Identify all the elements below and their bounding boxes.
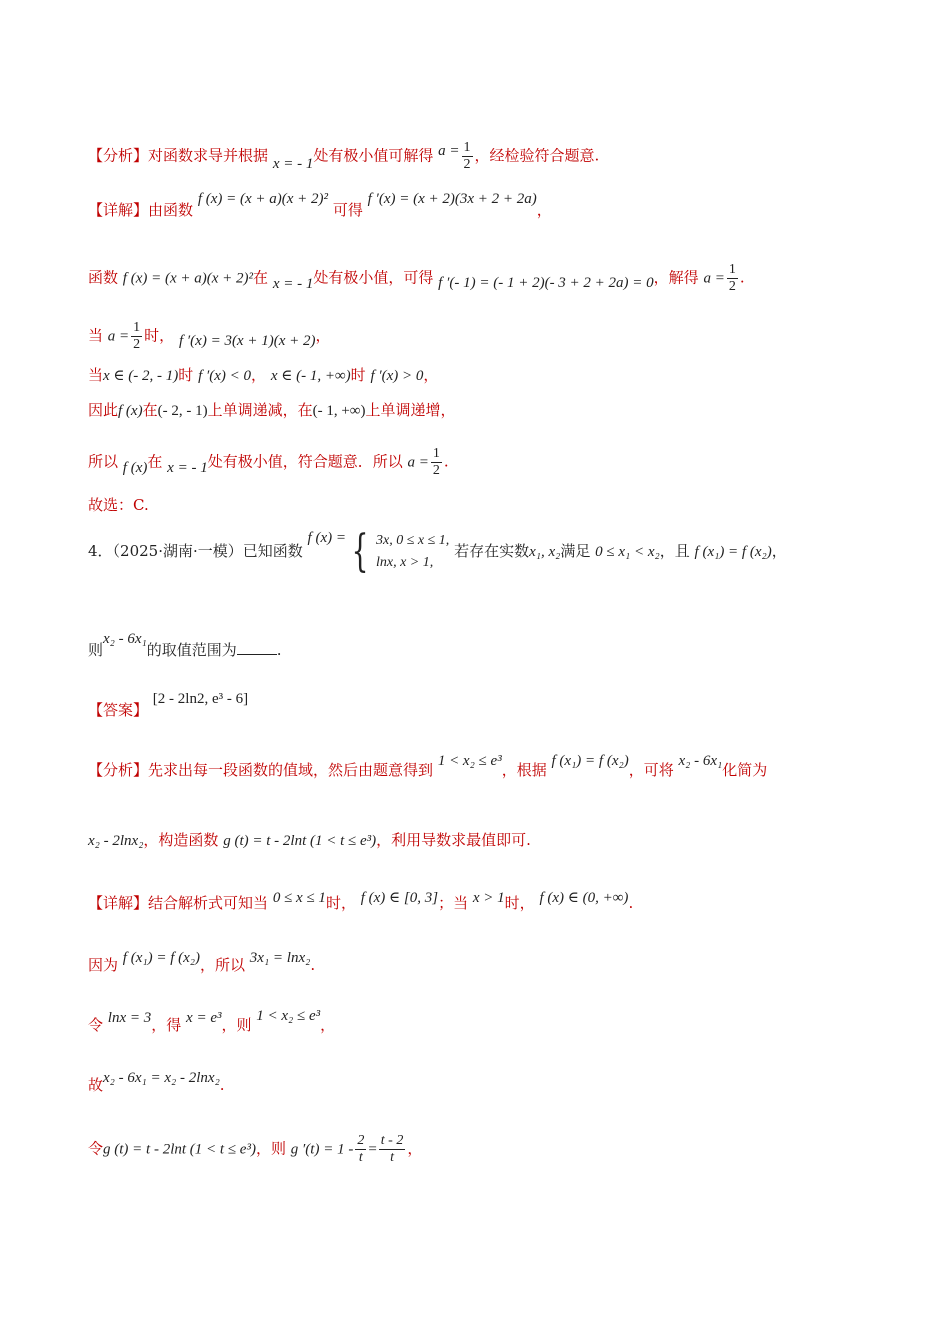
text: 上单调递减，在 xyxy=(207,401,313,419)
fraction-t-minus-2-over-t xyxy=(379,1133,406,1166)
text: . xyxy=(443,452,449,471)
answer-value: [2 - 2ln2, e³ - 6] xyxy=(152,691,249,707)
math-function: f (x) = (x + a)(x + 2)² xyxy=(197,191,329,207)
solution-line-4 xyxy=(88,365,438,386)
text: ， xyxy=(315,326,331,345)
math-function: f (x) xyxy=(122,459,148,476)
text: 上单调递增， xyxy=(365,401,456,419)
math-a: a = xyxy=(407,454,429,471)
math-inequality: 1 < x₂ ≤ e³ xyxy=(256,1008,321,1024)
math-inequality: 0 ≤ x₁ < x₂ xyxy=(595,544,660,560)
text: 处有极小值，可得 xyxy=(313,268,434,287)
frac-den: t xyxy=(358,1150,363,1165)
math-inequality: f ′(x) > 0 xyxy=(370,368,424,384)
frac-num: 1 xyxy=(432,446,440,461)
math-expression: x₂ - 2lnx₂ xyxy=(88,833,144,849)
math-a: a = xyxy=(107,328,130,345)
text: 的取值范围为 xyxy=(146,641,237,659)
answer-line xyxy=(88,691,249,721)
frac-num: 2 xyxy=(357,1133,365,1148)
answer-blank xyxy=(237,640,277,655)
text: 在 xyxy=(147,452,163,471)
text: 化简为 xyxy=(722,761,768,779)
math-expression: x₂ - 6x₁ xyxy=(103,631,147,647)
solution-line-1 xyxy=(88,191,552,221)
math-inequality: 1 < x₂ ≤ e³ xyxy=(437,753,502,769)
solution-tag: 【详解】 xyxy=(88,894,149,912)
math-equation: f (x₁) = f (x₂) xyxy=(694,544,772,560)
math-equation: f ′(- 1) = (- 1 + 2)(- 3 + 2 + 2a) = 0 xyxy=(438,274,654,291)
math-function: g (t) = t - 2lnt (1 < t ≤ e³) xyxy=(103,1141,256,1158)
fraction-one-half xyxy=(727,262,738,295)
math-equation: f (x₁) = f (x₂) xyxy=(122,950,200,966)
text: . xyxy=(219,1076,225,1094)
analysis-tag: 【分析】 xyxy=(88,146,149,165)
text: ，所以 xyxy=(199,956,245,974)
text: ，则 xyxy=(255,1139,286,1158)
text: 时 xyxy=(350,366,366,384)
text: 当 xyxy=(88,326,104,345)
answer-choice: 故选：C. xyxy=(88,496,149,514)
answer-tag: 【答案】 xyxy=(88,701,149,719)
text: . xyxy=(276,641,282,659)
text: ， xyxy=(407,1139,423,1158)
text: ，可将 xyxy=(628,761,674,779)
text: 对函数求导并根据 xyxy=(148,146,269,165)
text: 时， xyxy=(144,326,175,345)
math-condition: x > 1 xyxy=(472,890,505,906)
text: 处有极小值，符合题意．所以 xyxy=(207,452,403,471)
text: . xyxy=(739,268,745,287)
text: ，则 xyxy=(221,1016,252,1034)
analysis-tag: 【分析】 xyxy=(88,761,149,779)
math-derivative: f ′(x) = (x + 2)(3x + 2 + 2a) xyxy=(367,191,537,207)
solution-line-5 xyxy=(88,400,456,421)
text: 则 xyxy=(88,641,104,659)
math-function: f (x) xyxy=(118,403,143,419)
frac-num: t - 2 xyxy=(380,1133,404,1148)
solution-tag: 【详解】 xyxy=(88,201,149,219)
text: 可得 xyxy=(332,201,363,219)
frac-den: 2 xyxy=(133,337,141,352)
question-4 xyxy=(88,526,787,577)
text: 当 xyxy=(88,366,104,384)
text: 由函数 xyxy=(148,201,194,219)
math-equation: lnx = 3 xyxy=(107,1010,152,1026)
math-a: a = xyxy=(703,270,725,287)
solution-line-8 xyxy=(88,950,316,976)
math-interval: x ∈ (- 1, +∞) xyxy=(270,368,351,384)
text: ，得 xyxy=(151,1016,182,1034)
frac-num: 1 xyxy=(133,320,141,335)
text: 处有极小值可解得 xyxy=(313,146,434,165)
equals-sign: = xyxy=(368,1141,377,1158)
math-condition: 0 ≤ x ≤ 1 xyxy=(272,890,326,906)
math-interval: x ∈ (- 2, - 1) xyxy=(103,368,179,384)
text: ，利用导数求最值即可. xyxy=(376,831,531,849)
text: 先求出每一段函数的值域，然后由题意得到 xyxy=(148,761,434,779)
text: 因此 xyxy=(88,401,119,419)
text: ，构造函数 xyxy=(143,831,219,849)
question-number: 4． xyxy=(88,542,113,560)
text: ，根据 xyxy=(501,761,547,779)
solution-line-6 xyxy=(88,446,449,479)
text: ，解得 xyxy=(653,268,699,287)
solution-line-2 xyxy=(88,262,745,295)
analysis-line-3 xyxy=(88,830,531,851)
math-derivative: g ′(t) = 1 - xyxy=(290,1141,354,1158)
solution-line-9 xyxy=(88,1008,336,1036)
text: 在 xyxy=(253,268,269,287)
question-4-cont xyxy=(88,631,282,661)
solution-line-3 xyxy=(88,320,331,353)
math-derivative: f ′(x) = 3(x + 1)(x + 2) xyxy=(178,332,316,349)
text: 时 xyxy=(178,366,194,384)
analysis-line-1 xyxy=(88,140,599,173)
text: 函数 xyxy=(88,268,119,287)
text: 令 xyxy=(88,1139,104,1158)
text: ， xyxy=(320,1016,336,1034)
text: 令 xyxy=(88,1016,104,1034)
math-equation: x = e³ xyxy=(186,1010,222,1026)
frac-den: 2 xyxy=(432,463,440,478)
text: 时， xyxy=(325,894,356,912)
math-function: f (x) = xyxy=(307,530,346,546)
text: 满足 xyxy=(560,542,591,560)
math-equation: x₂ - 6x₁ = x₂ - 2lnx₂ xyxy=(103,1070,220,1086)
text: . xyxy=(310,956,316,974)
math-condition: x = - 1 xyxy=(167,459,208,476)
text: ， xyxy=(771,542,787,560)
solution-line-11 xyxy=(88,1133,422,1166)
math-vars: x₁, x₂ xyxy=(529,544,561,560)
text: 时， xyxy=(504,894,535,912)
text: 若存在实数 xyxy=(454,542,530,560)
math-condition: x = - 1 xyxy=(272,275,314,292)
frac-den: t xyxy=(390,1150,395,1165)
frac-num: 1 xyxy=(463,140,471,155)
solution-line-10 xyxy=(88,1070,225,1096)
case-2: lnx, x > 1, xyxy=(375,555,434,570)
frac-den: 2 xyxy=(728,279,736,294)
solution-line-7 xyxy=(88,890,634,914)
fraction-one-half xyxy=(431,446,442,479)
analysis-line-2 xyxy=(88,753,768,781)
text: 所以 xyxy=(88,452,119,471)
math-equation: 3x₁ = lnx₂ xyxy=(249,950,311,966)
text: . xyxy=(628,894,634,912)
fraction-one-half xyxy=(131,320,142,353)
text: ， xyxy=(251,366,267,384)
math-condition: x = - 1 xyxy=(272,155,314,172)
math-equation: f (x₁) = f (x₂) xyxy=(551,753,629,769)
text: ，经检验符合题意. xyxy=(474,146,600,165)
math-a: a = xyxy=(438,142,460,159)
text: ， xyxy=(536,201,552,219)
math-function: g (t) = t - 2lnt (1 < t ≤ e³) xyxy=(223,833,377,849)
fraction-one-half xyxy=(462,140,473,173)
text: ，且 xyxy=(659,542,690,560)
case-1: 3x, 0 ≤ x ≤ 1, xyxy=(375,533,450,548)
math-function: f (x) = (x + a)(x + 2)² xyxy=(122,270,254,287)
math-range: f (x) ∈ (0, +∞) xyxy=(539,890,629,906)
math-range: f (x) ∈ [0, 3] xyxy=(360,890,439,906)
math-interval: (- 1, +∞) xyxy=(312,403,366,419)
text: 因为 xyxy=(88,956,119,974)
text: 结合解析式可知当 xyxy=(148,894,269,912)
brace-icon: { xyxy=(351,526,369,577)
text: 故 xyxy=(88,1076,104,1094)
math-expression: x₂ - 6x₁ xyxy=(678,753,723,769)
text: ；当 xyxy=(438,894,469,912)
math-inequality: f ′(x) < 0 xyxy=(198,368,252,384)
question-source: （2025·湖南·一模）已知函数 xyxy=(112,542,303,560)
text: 在 xyxy=(142,401,158,419)
text: ， xyxy=(423,366,439,384)
fraction-2-over-t xyxy=(355,1133,366,1166)
piecewise-function xyxy=(346,526,450,577)
frac-num: 1 xyxy=(728,262,736,277)
frac-den: 2 xyxy=(463,157,471,172)
math-interval: (- 2, - 1) xyxy=(157,403,208,419)
